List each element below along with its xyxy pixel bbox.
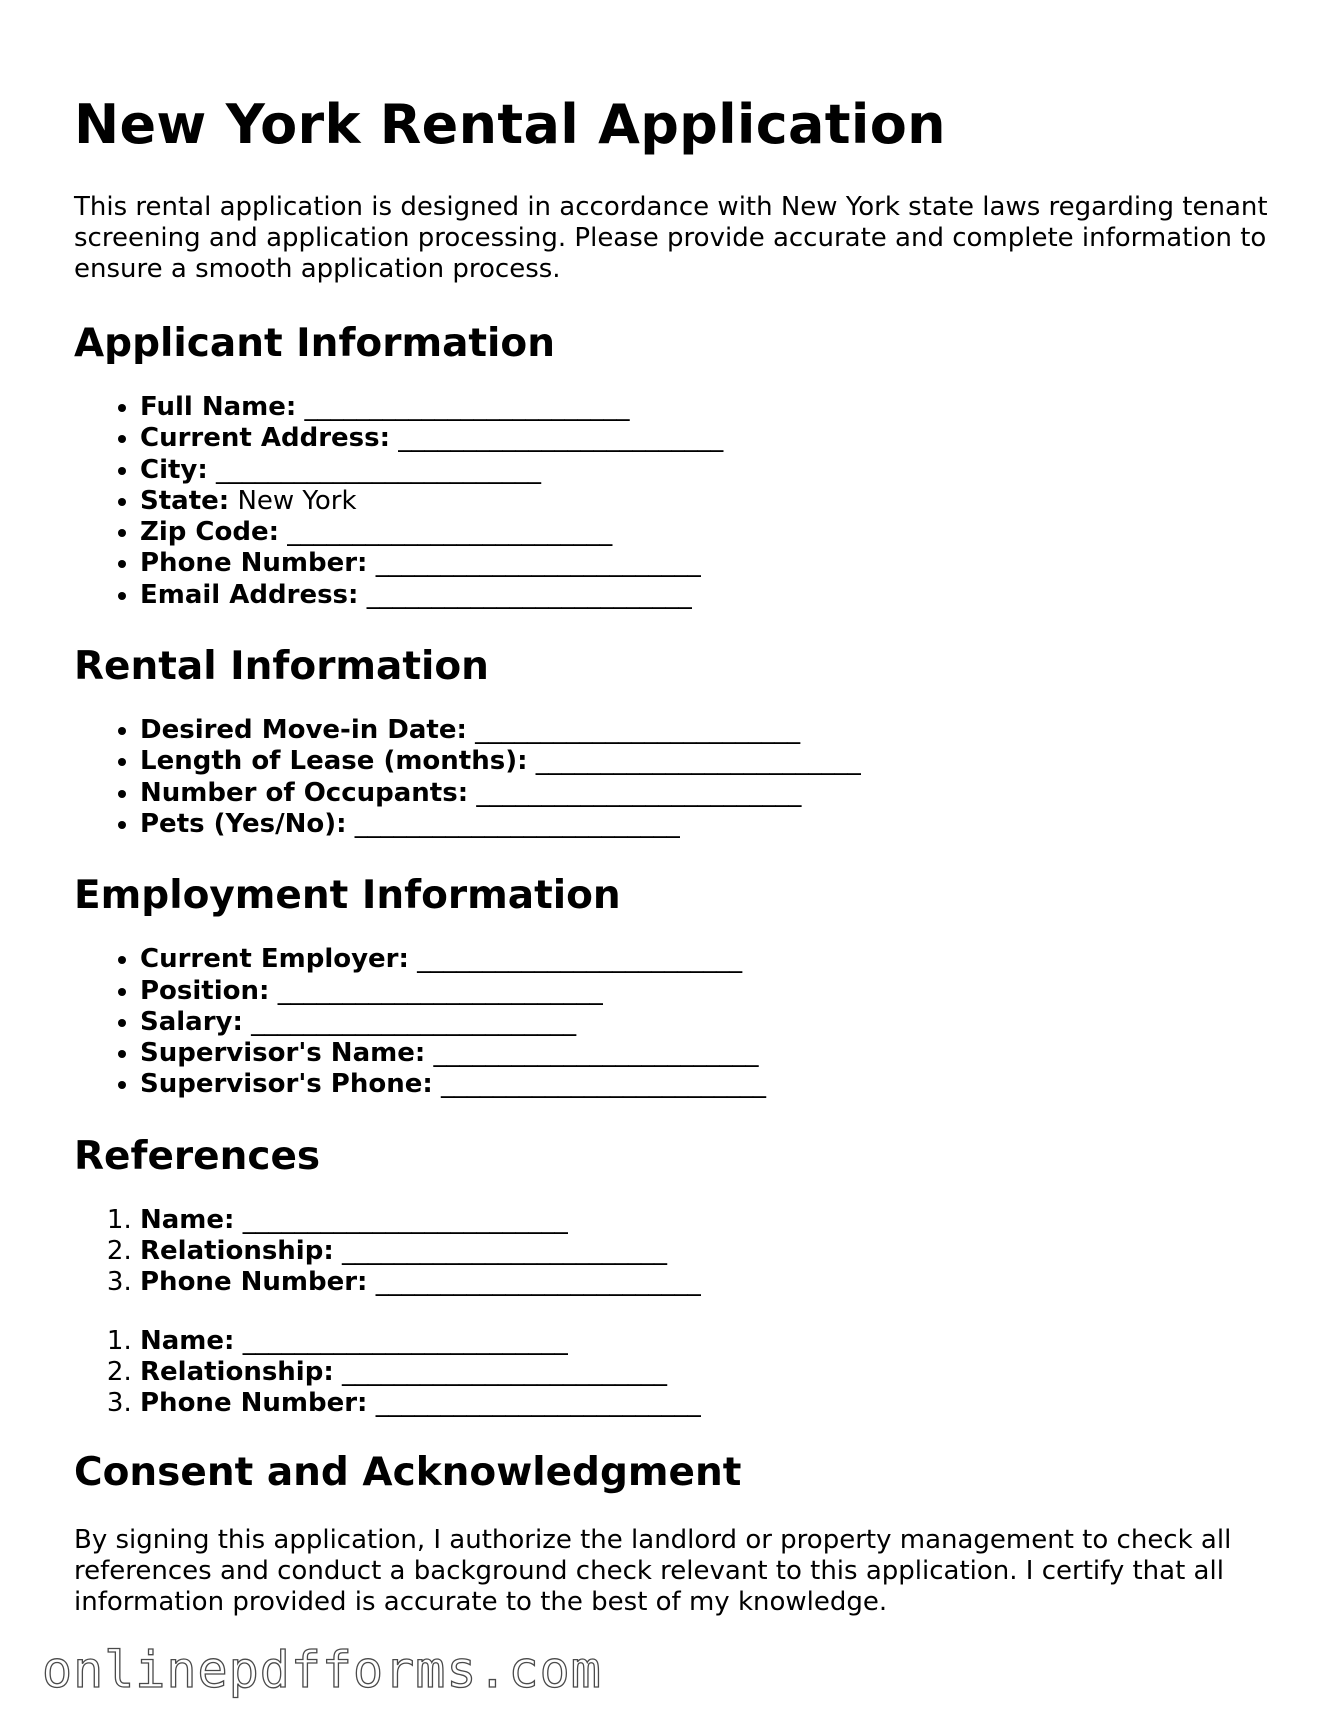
intro-paragraph: This rental application is designed in accordance with New York state laws regarding tenant screening and application processing. Please provide accurate and complete information to ensure a smooth application process. <box>74 192 1268 284</box>
current-address-blank[interactable]: _________________________ <box>398 423 724 454</box>
field-supervisor-name: • Supervisor's Name: _________________________ <box>140 1038 1274 1069</box>
reference-1-name-blank[interactable]: _________________________ <box>242 1204 568 1235</box>
rental-fields <box>74 715 1274 840</box>
reference-group-1 <box>74 1205 1274 1299</box>
occupants-blank[interactable]: _________________________ <box>476 777 802 808</box>
field-full-name: • Full Name: _________________________ <box>140 392 1274 423</box>
reference-2-name-blank[interactable]: _________________________ <box>242 1325 568 1356</box>
watermark: onlinepdfforms.com <box>42 1641 602 1699</box>
reference-1-phone: 3. Phone Number: _________________________ <box>140 1267 1274 1298</box>
reference-2-name: 1. Name: _________________________ <box>140 1326 1274 1357</box>
reference-2-relationship-blank[interactable]: _________________________ <box>342 1356 667 1387</box>
applicant-fields <box>74 392 1274 611</box>
position-blank[interactable]: _________________________ <box>277 975 603 1006</box>
reference-1-relationship-blank[interactable]: _________________________ <box>342 1236 667 1267</box>
field-occupants: • Number of Occupants: _________________________ <box>140 778 1274 809</box>
field-email-address: • Email Address: _________________________ <box>140 580 1274 611</box>
field-zip-code: • Zip Code: _________________________ <box>140 517 1274 548</box>
zip-code-blank[interactable]: _________________________ <box>287 517 613 548</box>
applicant-heading: Applicant Information <box>74 321 555 366</box>
reference-2-relationship: 2. Relationship: _________________________ <box>140 1357 1274 1388</box>
field-state: • State: New York <box>140 486 1274 517</box>
supervisor-name-blank[interactable]: _________________________ <box>433 1038 759 1069</box>
reference-2-phone: 3. Phone Number: _________________________ <box>140 1388 1274 1419</box>
field-city: • City: _________________________ <box>140 455 1274 486</box>
lease-length-blank[interactable]: _________________________ <box>535 746 861 777</box>
references-heading: References <box>74 1133 321 1179</box>
pets-blank[interactable]: _________________________ <box>354 808 680 839</box>
supervisor-phone-blank[interactable]: _________________________ <box>441 1069 767 1100</box>
field-phone-number: • Phone Number: _________________________ <box>140 548 1274 579</box>
city-blank[interactable]: _________________________ <box>216 454 542 485</box>
consent-paragraph: By signing this application, I authorize the landlord or property management to check all references and conduct a background check relevant to this application. I certify that all information provided is accurate to the best of my knowledge. <box>74 1524 1232 1617</box>
salary-blank[interactable]: _________________________ <box>251 1006 577 1037</box>
email-address-blank[interactable]: _________________________ <box>366 579 692 610</box>
field-pets: • Pets (Yes/No): _________________________ <box>140 809 1274 840</box>
phone-number-blank[interactable]: _________________________ <box>375 548 701 579</box>
rental-heading: Rental Information <box>74 644 489 690</box>
employment-fields <box>74 944 1274 1100</box>
reference-group-2 <box>74 1326 1274 1420</box>
document-page <box>74 0 1274 1618</box>
state-value: New York <box>237 485 357 516</box>
reference-1-name: 1. Name: _________________________ <box>140 1205 1274 1236</box>
field-current-employer: • Current Employer: _________________________ <box>140 944 1274 975</box>
reference-1-phone-blank[interactable]: _________________________ <box>375 1267 701 1298</box>
reference-1-relationship: 2. Relationship: _________________________ <box>140 1236 1274 1267</box>
field-position: • Position: _________________________ <box>140 976 1274 1007</box>
field-current-address: • Current Address: _________________________ <box>140 423 1274 454</box>
full-name-blank[interactable]: _________________________ <box>304 392 630 422</box>
current-employer-blank[interactable]: _________________________ <box>417 944 743 975</box>
move-in-date-blank[interactable]: _________________________ <box>475 715 801 746</box>
employment-heading: Employment Information <box>74 873 621 919</box>
field-supervisor-phone: • Supervisor's Phone: _________________________ <box>140 1069 1274 1100</box>
field-move-in-date: • Desired Move-in Date: _________________________ <box>140 715 1274 746</box>
field-lease-length: • Length of Lease (months): _________________________ <box>140 746 1274 777</box>
page-title: New York Rental Application <box>74 93 946 156</box>
consent-heading: Consent and Acknowledgment <box>74 1449 742 1495</box>
field-salary: • Salary: _________________________ <box>140 1007 1274 1038</box>
reference-2-phone-blank[interactable]: _________________________ <box>375 1388 701 1419</box>
